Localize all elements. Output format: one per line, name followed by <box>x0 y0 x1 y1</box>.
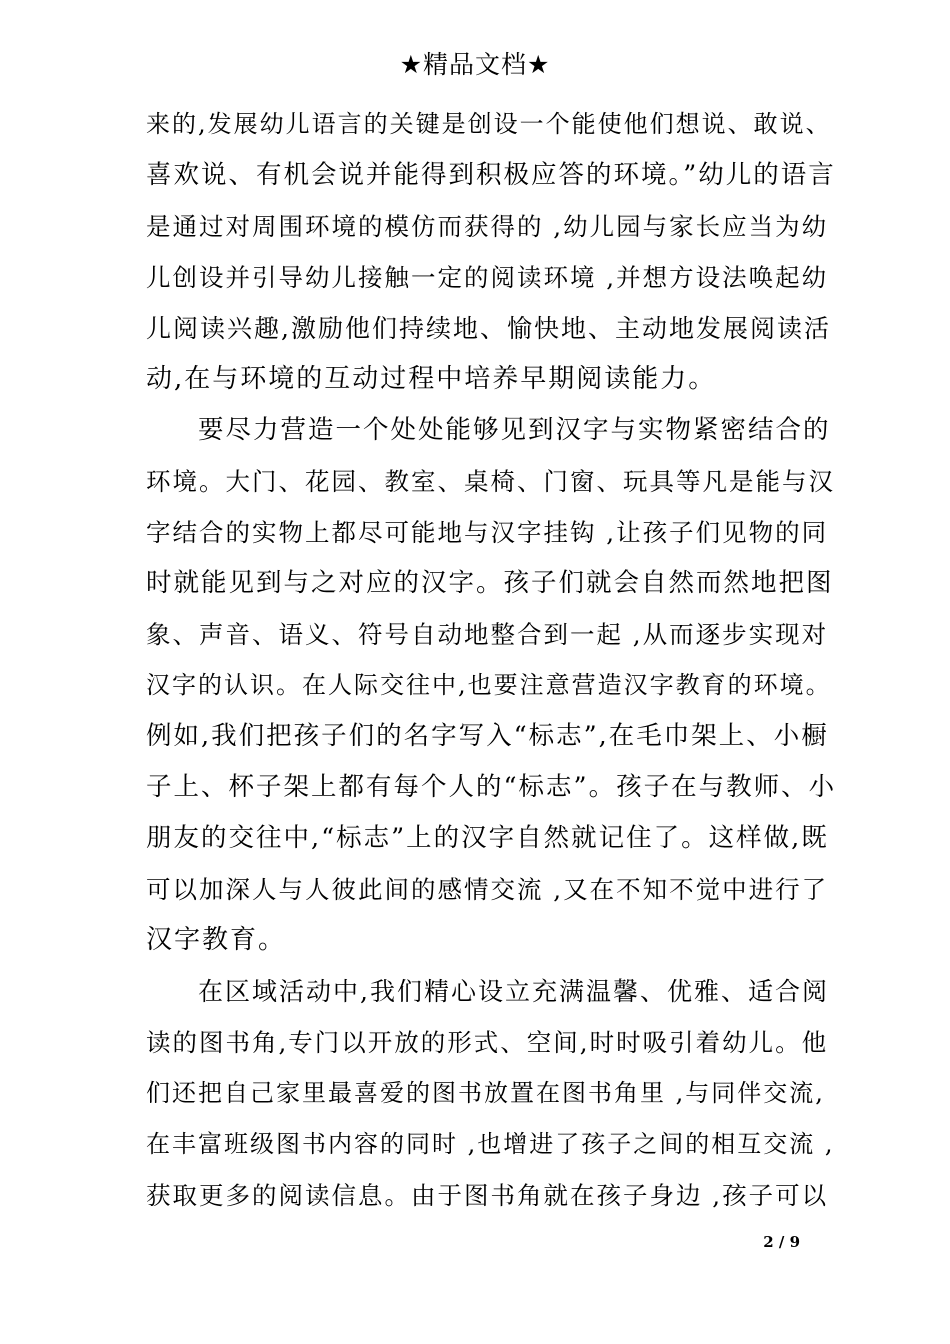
text-line: 子上、杯子架上都有每个人的“标志”。孩子在与教师、小 <box>146 772 837 802</box>
document-header-title: ★精品文档★ <box>399 50 551 79</box>
document-body <box>146 99 836 1221</box>
text-line: 环境。大门、花园、教室、桌椅、门窗、玩具等凡是能与汉 <box>146 467 835 496</box>
paragraph-2 <box>146 405 836 966</box>
text-line: 读的图书角,专门以开放的形式、空间,时时吸引着幼儿。他 <box>146 1028 829 1057</box>
text-line: 汉字教育。 <box>146 925 287 955</box>
text-line: 时就能见到与之对应的汉字。孩子们就会自然而然地把图 <box>146 568 834 598</box>
text-line: 儿创设并引导幼儿接触一定的阅读环境 ,并想方设法唤起幼 <box>146 263 829 292</box>
page-number: 2 / 9 <box>763 1233 800 1251</box>
text-line: 们还把自己家里最喜爱的图书放置在图书角里 ,与同伴交流, <box>146 1079 825 1107</box>
paragraph-3 <box>146 966 836 1221</box>
text-line: 字结合的实物上都尽可能地与汉字挂钩 ,让孩子们见物的同 <box>146 518 829 547</box>
text-line: 象、声音、语义、符号自动地整合到一起 ,从而逐步实现对 <box>146 620 829 649</box>
text-line: 可以加深人与人彼此间的感情交流 ,又在不知不觉中进行了 <box>146 875 829 904</box>
text-line: 是通过对周围环境的模仿而获得的 ,幼儿园与家长应当为幼 <box>146 212 829 241</box>
text-line: 在区域活动中,我们精心设立充满温馨、优雅、适合阅 <box>198 977 829 1006</box>
text-line: 来的,发展幼儿语言的关键是创设一个能使他们想说、敢说、 <box>146 110 832 138</box>
text-line: 朋友的交往中,“标志”上的汉字自然就记住了。这样做,既 <box>146 823 829 853</box>
text-line: 动,在与环境的互动过程中培养早期阅读能力。 <box>146 364 717 394</box>
text-line: 例如,我们把孩子们的名字写入“标志”,在毛巾架上、小橱 <box>146 721 829 751</box>
text-line: 汉字的认识。在人际交往中,也要注意营造汉字教育的环境。 <box>146 671 832 699</box>
text-line: 获取更多的阅读信息。由于图书角就在孩子身边 ,孩子可以 <box>146 1181 829 1210</box>
text-line: 儿阅读兴趣,激励他们持续地、愉快地、主动地发展阅读活 <box>146 314 831 343</box>
text-line: 要尽力营造一个处处能够见到汉字与实物紧密结合的 <box>198 415 831 445</box>
paragraph-1 <box>146 99 836 405</box>
text-line: 在丰富班级图书内容的同时 ,也增进了孩子之间的相互交流 , <box>146 1130 835 1158</box>
text-line: 喜欢说、有机会说并能得到积极应答的环境。”幼儿的语言 <box>146 160 836 190</box>
